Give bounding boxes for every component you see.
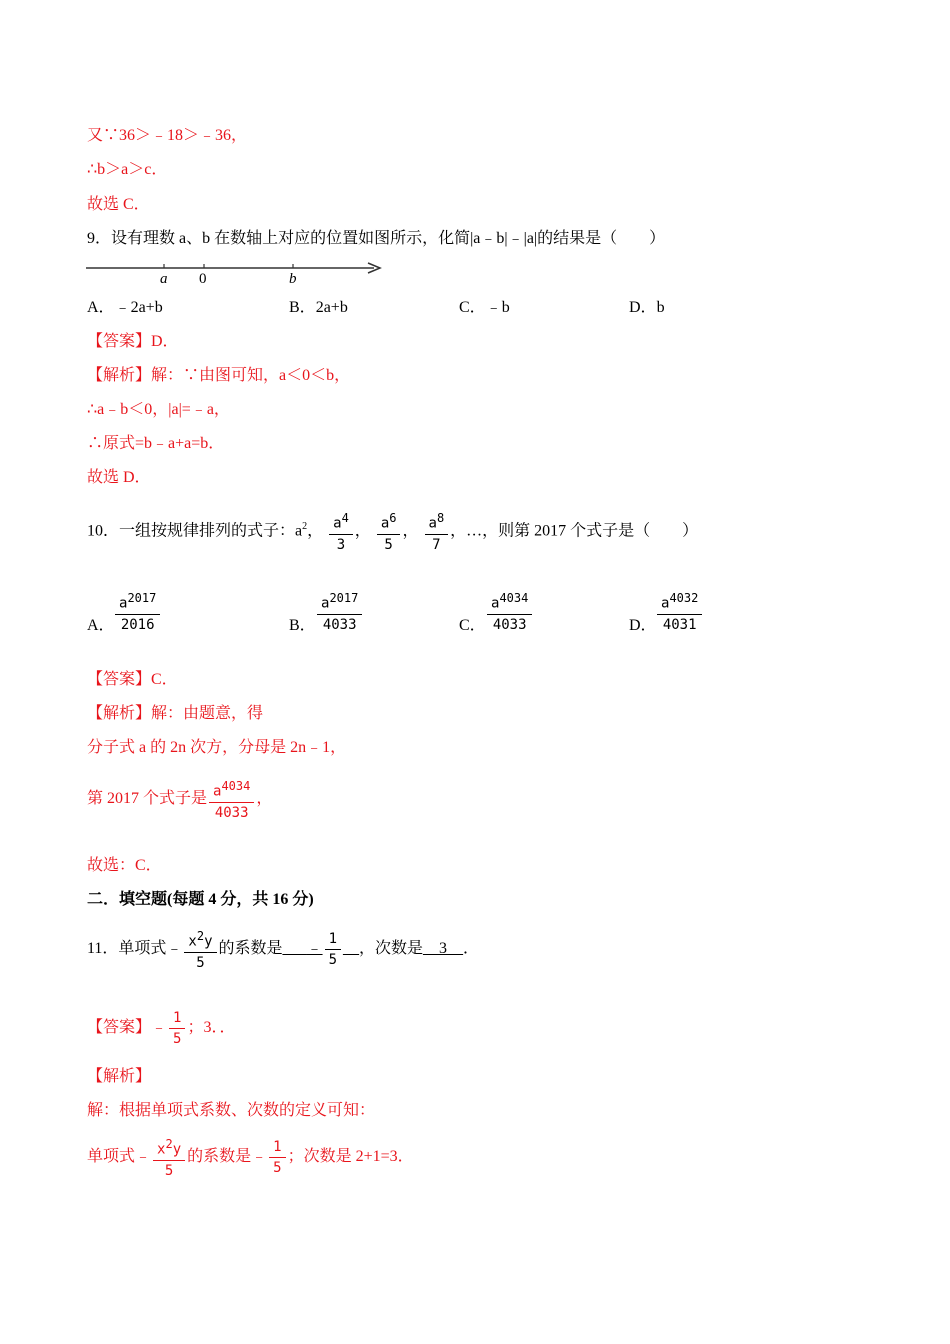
- q9-option-c: C．﹣b: [459, 299, 510, 316]
- q9-option-b: B．2a+b: [289, 299, 348, 316]
- solution8-line3: 故选 C．: [87, 196, 150, 213]
- q10-analysis-fraction: $\frac{a^{4034}}{4033}$: [209, 776, 254, 823]
- q9-analysis-line3: ∴原式=b﹣a+a=b．: [87, 435, 225, 452]
- q11-answer: 【答案】﹣ $\frac{1}{5}$ ；3．．: [87, 1009, 236, 1047]
- q11-analysis-title: 【解析】: [87, 1068, 152, 1085]
- q10-stem: 10．一组按规律排列的式子：$a^2$， $\frac{a^4}{3}$ ， $\frac{a^6}{5}$ ， $\frac{a^8}{7}$ ，…，则第 2017 个式子是（ ）: [87, 506, 698, 555]
- q10-answer: 【答案】C．: [87, 671, 178, 688]
- section2-title: 二．填空题(每题 4 分，共 16 分): [87, 891, 314, 908]
- q10-seq-term-3: $\frac{a^8}{7}$: [425, 508, 449, 555]
- number-line-figure: [84, 258, 386, 288]
- q11-monomial: $\frac{x^2y}{5}$: [184, 926, 216, 973]
- q10-analysis-line3: 第 2017 个式子是 $\frac{a^{4034}}{4033}$ ，: [87, 776, 272, 823]
- q9-option-a: A．﹣2a+b: [87, 299, 163, 316]
- q11-blank-coefficient: ___﹣ $\frac{1}{5}$ __: [282, 930, 359, 968]
- axis-label-a: a: [160, 271, 168, 287]
- q10-seq-term-1: $\frac{a^4}{3}$: [329, 508, 353, 555]
- q9-analysis-line4: 故选 D．: [87, 469, 151, 486]
- solution8-line2: ∴b＞a＞c．: [87, 161, 168, 178]
- solution8-line1: 又∵36＞﹣18＞﹣36，: [87, 127, 248, 144]
- q11-stem: 11．单项式﹣ $\frac{x^2y}{5}$ 的系数是___﹣ $\frac{1}{5}$ __，次数是__3__．: [87, 926, 479, 973]
- q9-option-d: D．b: [629, 299, 665, 316]
- q11-analysis-line1: 解：根据单项式系数、次数的定义可知：: [87, 1102, 376, 1119]
- q9-answer: 【答案】D．: [87, 333, 179, 350]
- q9-stem: 9．设有理数 a、b 在数轴上对应的位置如图所示，化简|a﹣b|﹣|a|的结果是（ ）: [87, 230, 666, 247]
- axis-label-b: b: [289, 271, 297, 287]
- q9-analysis-line2: ∴a﹣b＜0，|a|=﹣a，: [87, 401, 230, 418]
- q10-seq-term-2: $\frac{a^6}{5}$: [377, 508, 401, 555]
- axis-label-zero: 0: [199, 271, 207, 287]
- q11-analysis-line2: 单项式﹣ $\frac{x^2y}{5}$ 的系数是﹣ $\frac{1}{5}$ ；次数是 2+1=3．: [87, 1134, 414, 1181]
- q10-analysis-line2: 分子式 a 的 2n 次方，分母是 2n﹣1，: [87, 739, 347, 756]
- q10-analysis-line4: 故选：C．: [87, 857, 162, 874]
- q9-analysis-line1: 【解析】解：∵由图可知，a＜0＜b，: [87, 367, 351, 384]
- q10-analysis-line1: 【解析】解：由题意，得: [87, 705, 264, 722]
- q11-blank-degree: __3__: [423, 940, 464, 957]
- q11-analysis-monomial: $\frac{x^2y}{5}$: [153, 1134, 185, 1181]
